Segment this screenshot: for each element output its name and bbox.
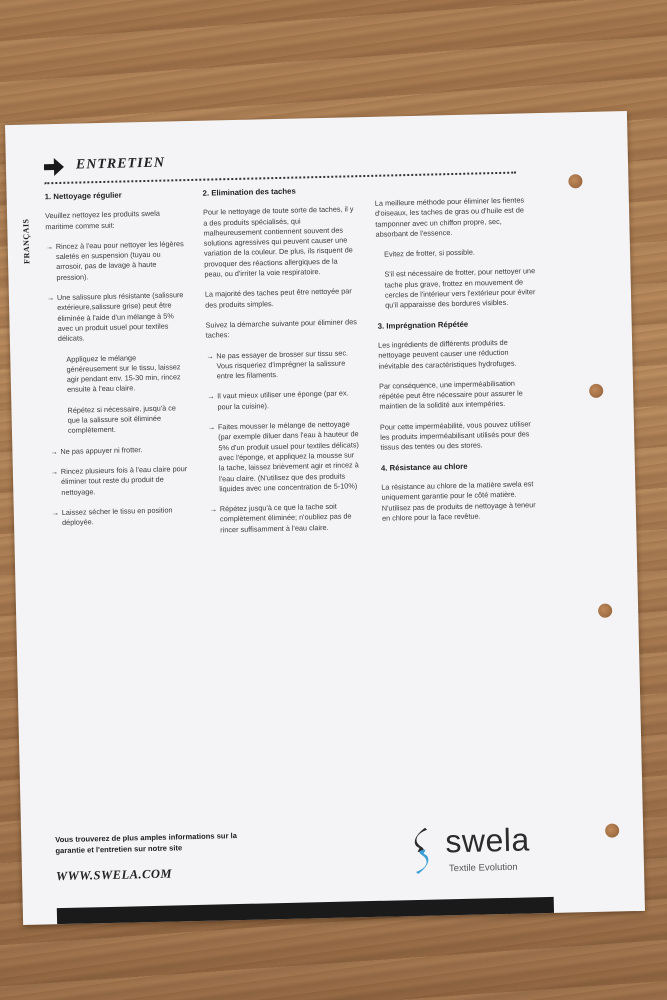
bullet-item: → Une salissure plus résistante (salissure extérieure,salissure grise) peut être éliminée à l'aide d'un mélange à 5% avec un produit usuel pour textiles délicats.	[47, 290, 186, 345]
website-link[interactable]: WWW.SWELA.COM	[55, 866, 173, 884]
paragraph: S'il est nécessaire de frotter, pour nettoyer une tache plus grave, frottez en mouvement de cercles de l'intérieur vers l'extérieur pour éviter qu'il apparaisse des bordures visibles.	[384, 266, 536, 310]
arrow-right-icon	[44, 158, 64, 176]
bullet-item: → Faites mousser le mélange de nettoyage (par exemple diluer dans l'eau à hauteur de 5% d'un produit usuel pour textiles délicats) avec l'éponge, et appliquez la mousse sur la tache, laissez brièvement agir et rincez à l'eau claire. (N'utilisez que des produits liquides avec une concentration de 5-10%)	[208, 419, 362, 495]
bullet-item: → Ne pas essayer de brosser sur tissu sec. Vous risqueriez d'imprégner la salissure entre les filaments.	[206, 348, 359, 382]
heading-nettoyage: 1. Nettoyage régulier	[44, 190, 122, 202]
paragraph: La majorité des taches peut être nettoyée par des produits simples.	[204, 286, 352, 310]
bullet-item: → Ne pas appuyer ni frotter.	[50, 444, 188, 457]
punch-hole	[598, 604, 612, 618]
bullet-item: → Répétez jusqu'à ce que la tache soit complètement éliminée; n'oubliez pas de rincer suffisamment à l'eau claire.	[210, 501, 363, 535]
paragraph: Suivez la démarche suivante pour éliminer des taches:	[205, 317, 357, 340]
paragraph: Pour cette imperméabilité, vous pouvez utiliser les produits imperméabilisant utilisés pour des tissus des tentes ou des stores.	[379, 419, 531, 453]
bullet-item: → Laissez sécher le tissu en position déployée.	[52, 505, 190, 529]
page-title: ENTRETIEN	[75, 155, 166, 173]
paragraph: Pour le nettoyage de toute sorte de taches, il y a des produits spécialisés, qui malheureusement contiennent souvent des solutions agressives qui peuvent causer une variation de la couleur. De plus, ils risquent de provoquer des réactions allergiques de la peau, ou d'irriter la voie respiratoire.	[202, 204, 354, 279]
paragraph: Par conséquence, une imperméabilisation répétée peut être nécessaire pour assurer le maintien de la solidité aux intempéries.	[378, 378, 523, 412]
punch-hole	[589, 384, 603, 398]
footer-bar	[57, 897, 554, 924]
instruction-sheet	[5, 111, 645, 925]
column-2	[202, 185, 362, 545]
paragraph: Les ingrédients de différents produits de nettoyage peuvent causer une réduction inévitable des caractéristiques hydrofuges.	[377, 337, 517, 371]
heading-impregnation: 3. Imprégnation Répétée	[377, 319, 469, 331]
paragraph: Evitez de frotter, si possible.	[383, 247, 475, 259]
heading-elimination: 2. Elimination des taches	[202, 186, 296, 198]
section-header	[44, 148, 514, 181]
paragraph: La meilleure méthode pour éliminer les fientes d'oiseaux, les taches de gras ou d'huile est de tamponner avec un chiffon propre, sec, absorbant de l'essence.	[374, 195, 525, 239]
language-label: FRANÇAIS	[21, 218, 32, 264]
punch-hole	[605, 823, 619, 837]
swela-logo-icon	[409, 828, 434, 875]
column-1	[45, 189, 191, 538]
bullet-item: → Rincez plusieurs fois à l'eau claire pour éliminer tout reste du produit de nettoyage.	[51, 464, 190, 498]
paragraph: La résistance au chlore de la matière swela est uniquement garantie pour le côté matière. N'utilisez pas de produits de nettoyage à teneur en chlore pour la face revêtue.	[381, 479, 536, 523]
punch-hole	[568, 174, 582, 188]
paragraph: Veuillez nettoyez les produits swela maritime comme suit:	[44, 208, 160, 231]
bullet-item: → Rincez à l'eau pour nettoyer les légères saletés en suspension (tuyau ou arrosoir, pas de lavage à haute pression).	[46, 239, 185, 283]
footer-info: Vous trouverez de plus amples informations sur la garantie et l'entretien sur notre site	[55, 831, 238, 856]
paragraph: Répétez si nécessaire, jusqu'à ce que la salissure soit éliminée complètement.	[67, 403, 177, 436]
bullet-item: → Il vaut mieux utiliser une éponge (par ex. pour la cuisine).	[207, 389, 359, 413]
column-3	[375, 195, 543, 534]
heading-chlore: 4. Résistance au chlore	[380, 461, 468, 473]
brand-tagline: Textile Evolution	[448, 861, 518, 875]
paragraph: Appliquez le mélange généreusement sur le tissu, laissez agir pendant env. 15-30 min, rincez ensuite à l'eau claire.	[66, 352, 181, 395]
brand-logo-text: swela	[444, 821, 531, 860]
